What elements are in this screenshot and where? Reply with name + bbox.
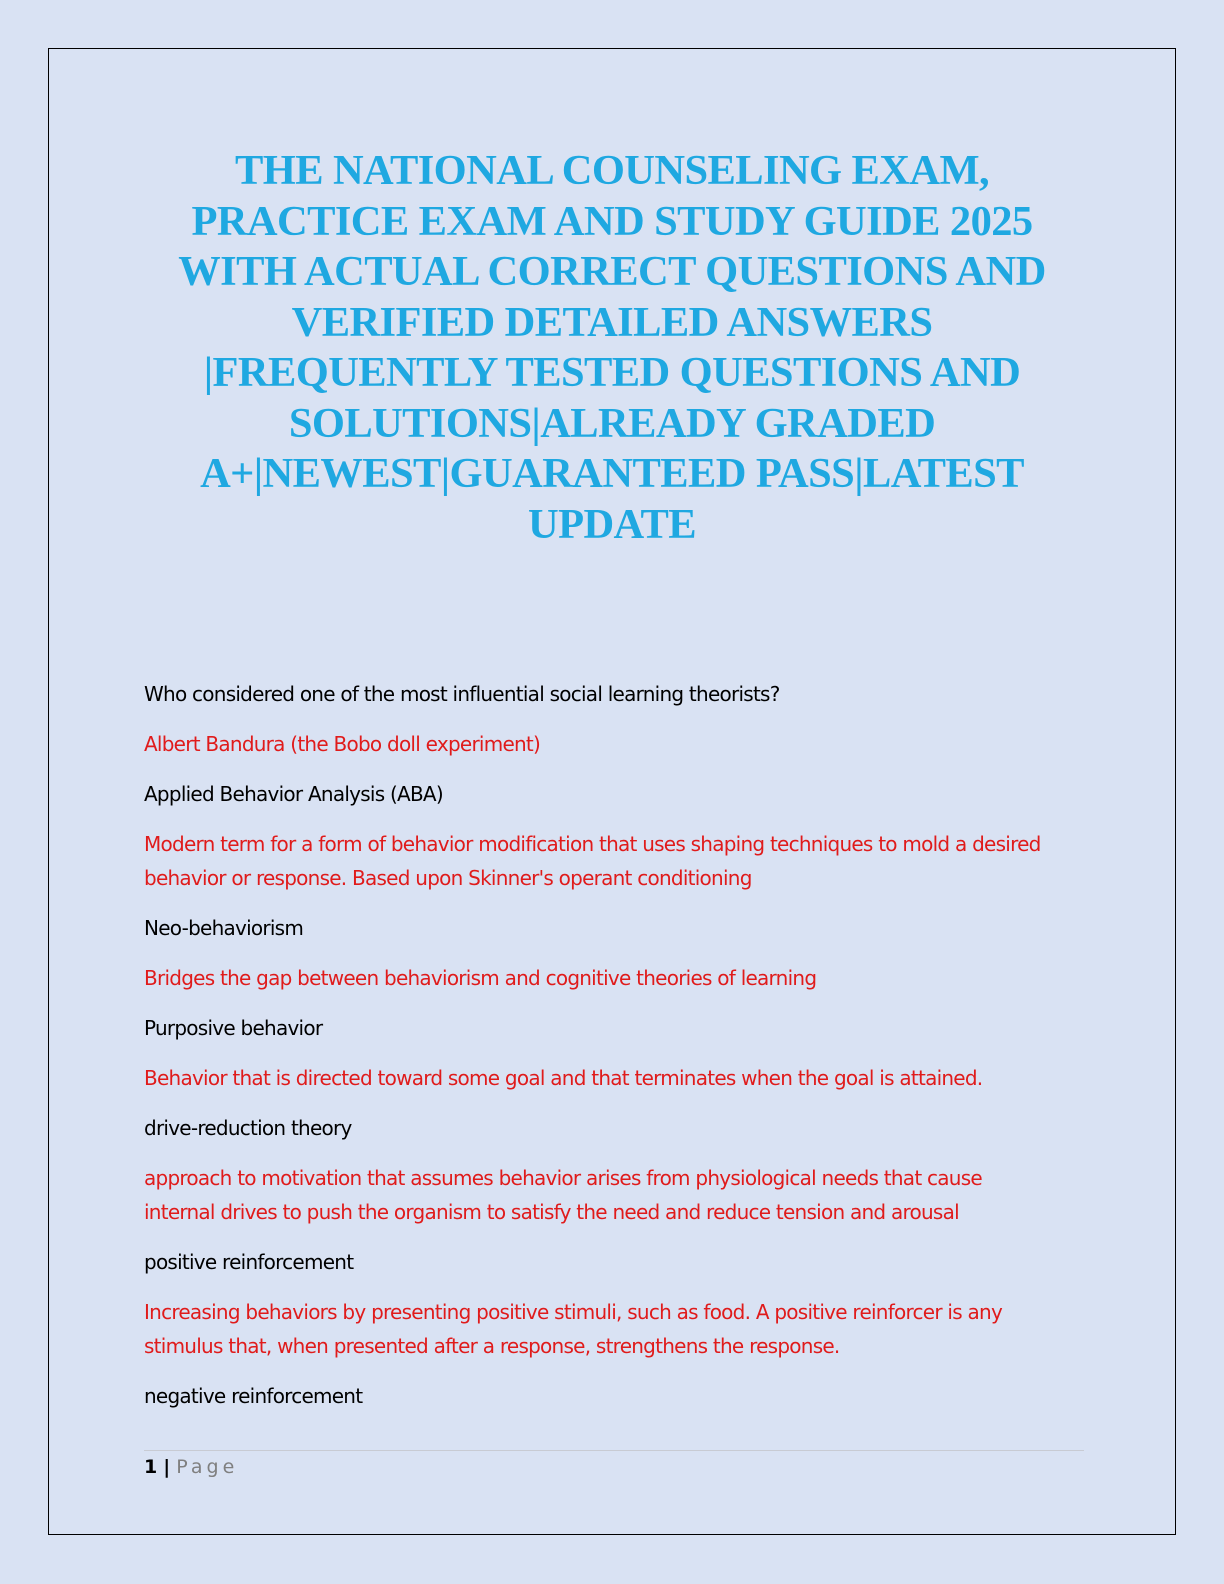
question-text: Who considered one of the most influential social learning theorists? bbox=[144, 682, 780, 706]
title-line: PRACTICE EXAM AND STUDY GUIDE 2025 bbox=[191, 197, 1033, 245]
question-text: Purposive behavior bbox=[144, 1016, 323, 1040]
answer-text: Modern term for a form of behavior modification that uses shaping techniques to mold a desired behavior or response. Based upon Skinner's operant conditioning bbox=[144, 832, 1041, 890]
question-answer-list bbox=[144, 677, 1044, 1429]
title-line: VERIFIED DETAILED ANSWERS bbox=[291, 298, 933, 346]
answer-text: Bridges the gap between behaviorism and cognitive theories of learning bbox=[144, 966, 817, 990]
footer-divider bbox=[144, 1450, 1084, 1451]
question-text: negative reinforcement bbox=[144, 1384, 363, 1408]
answer-text: Increasing behaviors by presenting positive stimuli, such as food. A positive reinforcer is any stimulus that, when presented after a response, strengthens the response. bbox=[144, 1300, 1003, 1358]
answer-text: Behavior that is directed toward some goal and that terminates when the goal is attained. bbox=[144, 1066, 983, 1090]
footer-separator: | bbox=[163, 1456, 171, 1478]
document-title bbox=[150, 146, 1074, 550]
question-text: Applied Behavior Analysis (ABA) bbox=[144, 782, 443, 806]
question-text: positive reinforcement bbox=[144, 1250, 354, 1274]
title-line: |FREQUENTLY TESTED QUESTIONS AND bbox=[203, 349, 1021, 396]
answer-text: approach to motivation that assumes behavior arises from physiological needs that cause internal drives to push the organism to satisfy the need and reduce tension and arousal bbox=[144, 1166, 982, 1224]
page-label: Page bbox=[176, 1456, 239, 1478]
question-text: drive-reduction theory bbox=[144, 1116, 352, 1140]
question-text: Neo-behaviorism bbox=[144, 916, 304, 940]
page-footer bbox=[144, 1456, 238, 1478]
answer-text: Albert Bandura (the Bobo doll experiment) bbox=[144, 732, 541, 756]
page-number: 1 bbox=[144, 1456, 158, 1478]
title-line: WITH ACTUAL CORRECT QUESTIONS AND bbox=[178, 248, 1046, 295]
title-line: UPDATE bbox=[528, 500, 696, 548]
title-line: A+|NEWEST|GUARANTEED PASS|LATEST bbox=[200, 450, 1024, 497]
title-line: SOLUTIONS|ALREADY GRADED bbox=[288, 399, 936, 447]
title-line: THE NATIONAL COUNSELING EXAM, bbox=[234, 147, 989, 194]
